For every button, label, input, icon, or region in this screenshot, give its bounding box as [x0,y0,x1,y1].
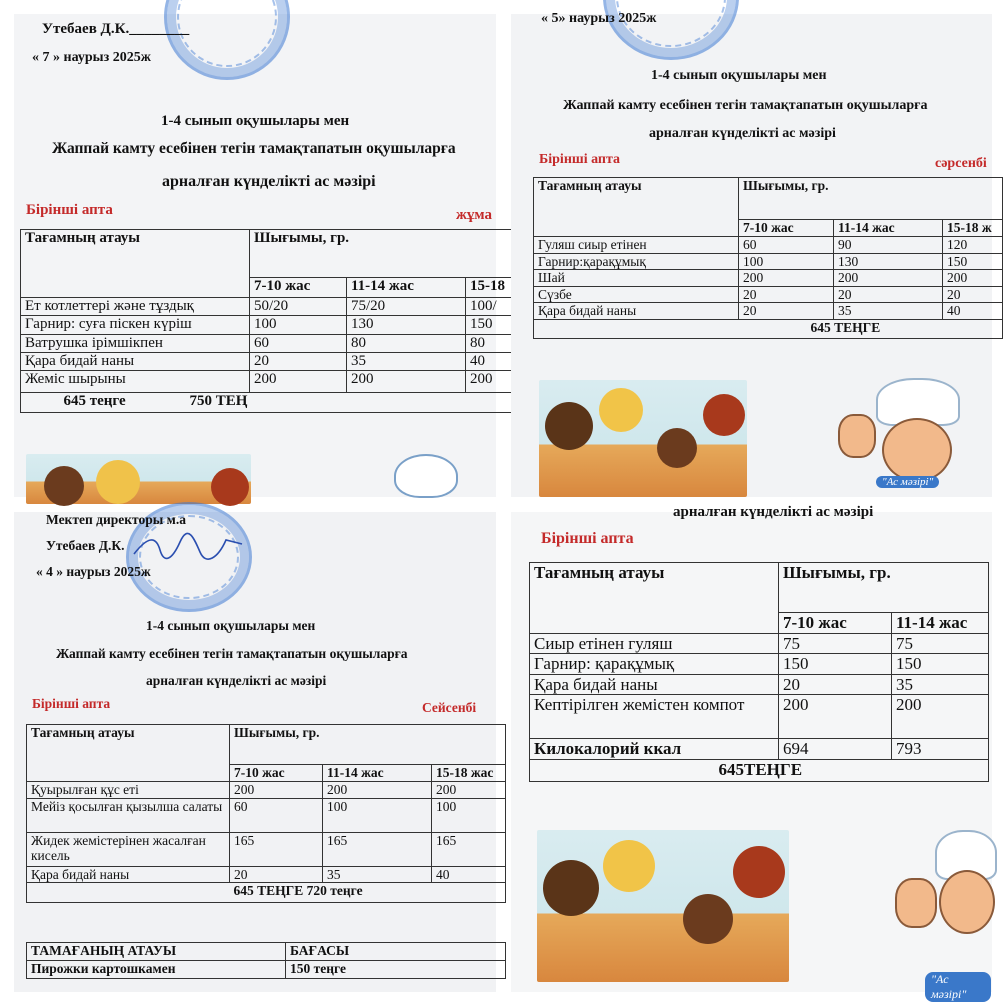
table-row [530,695,989,739]
yield-value: 200 [779,695,892,739]
chef-caption: "Ас мәзірі" [876,476,939,488]
yield-value: 20 [230,866,323,883]
column-header-yield: Шығымы, гр. [250,230,520,278]
yield-value: 165 [432,832,506,866]
table-row [534,286,1003,303]
yield-value: 165 [230,832,323,866]
children-eating-illustration [539,380,747,497]
chef-caption: "Ас мәзірі" [925,972,991,1002]
yield-value: 100 [250,316,347,334]
yield-value: 200 [250,371,347,393]
dish-name: Қара бидай наны [534,303,739,320]
age-header: 7-10 жас [250,278,347,298]
table-row [530,654,989,675]
weekday-label: сәрсенбі [935,156,987,171]
yield-value: 35 [323,866,432,883]
column-header-dish: Тағамның атауы [534,178,739,237]
yield-value: 200 [834,270,943,287]
dish-name: Сиыр етінен гуляш [530,633,779,654]
yield-value: 200 [943,270,1003,287]
table-row [27,866,506,883]
menu-date: « 4 » наурыз 2025ж [36,564,151,579]
dish-name: Қара бидай наны [21,352,250,370]
table-row [530,674,989,695]
yield-value: 75/20 [347,298,466,316]
extra-header-price: БАҒАСЫ [286,943,506,961]
yield-value: 200 [739,270,834,287]
age-header: 11-14 жас [323,765,432,782]
age-header: 11-14 жас [347,278,466,298]
yield-value: 75 [892,633,989,654]
column-header-dish: Тағамның атауы [530,563,779,634]
dish-name: Гарнир: суға піскен күріш [21,316,250,334]
yield-value: 20 [739,303,834,320]
menu-photo-tuesday [14,512,496,992]
yield-value: 35 [347,352,466,370]
yield-value: 100 [323,798,432,832]
table-row [534,253,1003,270]
yield-value: 130 [834,253,943,270]
yield-value: 60 [230,798,323,832]
yield-value: 20 [943,286,1003,303]
weekday-label: Сейсенбі [422,700,477,715]
menu-photo-wednesday [511,11,992,497]
menu-table [529,562,989,782]
menu-title-line1: 1-4 сынып оқушылары мен [146,618,316,633]
yield-value: 100 [432,798,506,832]
column-header-dish: Тағамның атауы [27,725,230,782]
menu-title-line1: 1-4 сынып оқушылары мен [161,113,350,129]
dish-name: Шай [534,270,739,287]
dish-name: Қара бидай наны [530,674,779,695]
age-header: 7-10 жас [230,765,323,782]
menu-title-line2: Жаппай камту есебінен тегін тамақтапатын оқушыларға [56,646,408,661]
yield-value: 20 [250,352,347,370]
dish-name: Гуляш сиыр етінен [534,237,739,254]
dish-name: Пирожки картошкамен [27,961,286,979]
menu-title-line3: арналған күнделікті ас мәзірі [649,126,836,141]
yield-value: 120 [943,237,1003,254]
table-row [21,298,520,316]
dish-name: Гарнир:қарақұмық [534,253,739,270]
table-row [534,237,1003,254]
week-label: Бірінші апта [539,152,621,167]
yield-value: 100 [739,253,834,270]
yield-value: 50/20 [250,298,347,316]
table-row [27,832,506,866]
extra-header-dish: ТАМАҒАНЫҢ АТАУЫ [27,943,286,961]
director-signature-line: Утебаев Д.К.________ [42,21,190,37]
table-row [21,334,520,352]
age-header: 7-10 жас [779,613,892,634]
table-row [534,270,1003,287]
menu-table [20,229,520,413]
children-eating-illustration [537,830,789,982]
handwritten-signature [130,532,250,562]
menu-title-cut: арналған күнделікті ас мәзірі [673,504,874,520]
yield-value: 40 [466,352,520,370]
table-row [27,961,506,979]
menu-title-line2: Жаппай камту есебінен тегін тамақтапатын оқушыларға [52,140,456,157]
age-header: 11-14 жас [892,613,989,634]
column-header-yield: Шығымы, гр. [739,178,1003,220]
menu-title-line3: арналған күнделікті ас мәзірі [162,173,376,190]
yield-value: 200 [230,782,323,799]
menu-photo-friday [14,14,505,497]
menu-table [533,177,1003,339]
yield-value: 200 [323,782,432,799]
director-name: Утебаев Д.К. [46,538,125,553]
column-header-dish: Тағамның атауы [21,230,250,298]
menu-title-line1: 1-4 сынып оқушылары мен [651,68,827,83]
dish-name: Ет котлеттері және тұздық [21,298,250,316]
yield-value: 40 [432,866,506,883]
yield-value: 200 [432,782,506,799]
week-label: Бірінші апта [541,530,634,547]
price-label: 645 теңге [63,393,126,409]
dish-name: Сүзбе [534,286,739,303]
column-header-yield: Шығымы, гр. [230,725,506,765]
menu-table [26,724,506,903]
extra-price-table [26,942,506,979]
table-row [530,633,989,654]
dish-name: Жидек жемістерінен жасалған кисель [27,832,230,866]
yield-value: 80 [466,334,520,352]
yield-value: 35 [892,674,989,695]
price-value: 150 теңге [286,961,506,979]
dish-name: Кептірілген жемістен компот [530,695,779,739]
menu-photo-nutrition [511,504,992,1001]
director-title: Мектеп директоры м.а [46,512,186,527]
kcal-value: 694 [779,739,892,760]
yield-value: 35 [834,303,943,320]
age-header: 15-18 [466,278,520,298]
yield-value: 150 [466,316,520,334]
age-header: 15-18 ж [943,220,1003,237]
official-stamp [164,0,290,80]
official-stamp [603,0,739,60]
menu-date: « 5» наурыз 2025ж [541,11,657,26]
table-row [27,782,506,799]
age-header: 15-18 жас [432,765,506,782]
kcal-label: Килокалорий ккал [530,739,779,760]
yield-value: 100/ [466,298,520,316]
price-label: 645ТЕҢГЕ [718,759,803,779]
price-label: 645 ТЕҢГЕ [810,319,881,335]
yield-value: 165 [323,832,432,866]
dish-name: Жеміс шырыны [21,371,250,393]
table-row [534,303,1003,320]
table-row [27,798,506,832]
price-label: 645 ТЕҢГЕ 720 теңге [233,883,363,899]
yield-value: 20 [779,674,892,695]
dish-name: Ватрушка ірімшікпен [21,334,250,352]
yield-value: 20 [834,286,943,303]
week-label: Бірінші апта [26,202,113,218]
yield-value: 60 [250,334,347,352]
yield-value: 200 [347,371,466,393]
yield-value: 200 [892,695,989,739]
yield-value: 40 [943,303,1003,320]
table-row [21,316,520,334]
dish-name: Мейіз қосылған қызылша салаты [27,798,230,832]
yield-value: 60 [739,237,834,254]
table-row [21,352,520,370]
menu-date: « 7 » наурыз 2025ж [32,50,151,65]
yield-value: 130 [347,316,466,334]
yield-value: 90 [834,237,943,254]
kcal-value: 793 [892,739,989,760]
week-label: Бірінші апта [32,696,111,711]
yield-value: 150 [943,253,1003,270]
yield-value: 80 [347,334,466,352]
column-header-yield: Шығымы, гр. [779,563,989,613]
kcal-row [530,739,989,760]
dish-name: Гарнир: қарақұмық [530,654,779,675]
dish-name: Қуырылған құс еті [27,782,230,799]
price-label: 750 ТЕҢ [189,393,248,409]
chef-hat-illustration [394,454,458,498]
chef-illustration [891,830,991,1001]
yield-value: 150 [779,654,892,675]
yield-value: 75 [779,633,892,654]
yield-value: 200 [466,371,520,393]
menu-title-line3: арналған күнделікті ас мәзірі [146,673,327,688]
yield-value: 20 [739,286,834,303]
menu-title-line2: Жаппай камту есебінен тегін тамақтапатын оқушыларға [563,98,928,113]
yield-value: 150 [892,654,989,675]
children-eating-illustration [26,454,251,504]
dish-name: Қара бидай наны [27,866,230,883]
age-header: 11-14 жас [834,220,943,237]
weekday-label: жұма [456,207,492,223]
age-header: 7-10 жас [739,220,834,237]
table-row [21,371,520,393]
chef-illustration [836,378,966,494]
